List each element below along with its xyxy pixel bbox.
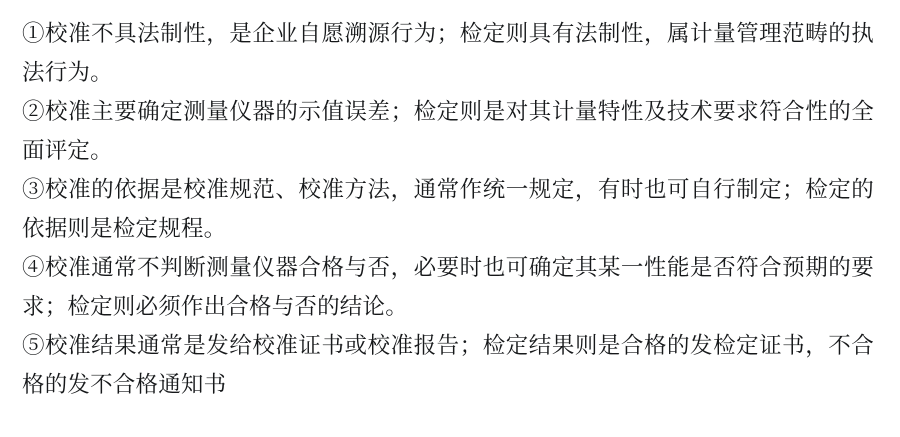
paragraph-4: ④校准通常不判断测量仪器合格与否，必要时也可确定其某一性能是否符合预期的要求；检定则必须作出合格与否的结论。	[22, 255, 874, 319]
paragraph-3: ③校准的依据是校准规范、校准方法，通常作统一规定，有时也可自行制定；检定的依据则是检定规程。	[22, 177, 874, 241]
paragraph-1: ①校准不具法制性，是企业自愿溯源行为；检定则具有法制性，属计量管理范畴的执法行为。	[22, 21, 874, 85]
paragraph-2: ②校准主要确定测量仪器的示值误差；检定则是对其计量特性及技术要求符合性的全面评定。	[22, 99, 874, 163]
document-body	[22, 14, 874, 404]
paragraph-5: ⑤校准结果通常是发给校准证书或校准报告；检定结果则是合格的发检定证书，不合格的发不合格通知书	[22, 333, 874, 397]
